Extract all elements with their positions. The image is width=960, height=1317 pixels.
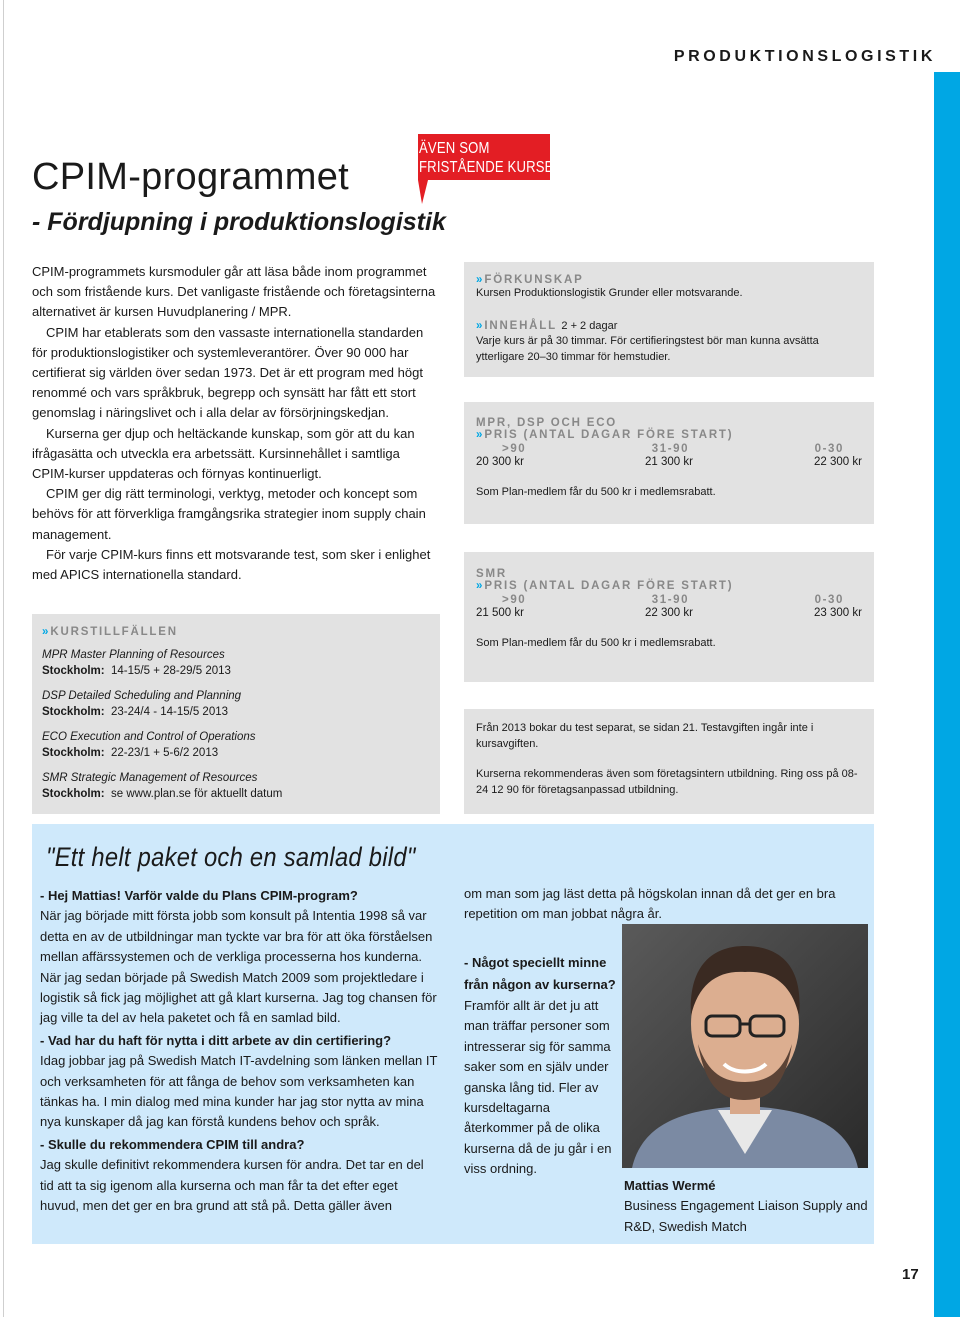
inhouse-training-text: Kurserna rekommenderas även som företagsintern utbildning. Ring oss på 08-24 12 90 för företagsanpassad utbildning.	[476, 768, 858, 796]
interview-answer: När jag började mitt första jobb som konsult på Intentia 1998 så var detta en av de utbildningar man tyckte var bra för att öka förståelsen mellan affärssystemen och de verkliga processerna hos kunderna. När jag sedan började på Swedish Match 2009 som projektledare i logistik så fick jag möjlighet att gå klart kurserna. Jag tog chansen för jag ville ta del av hela paketet och få en samlad bild.	[40, 908, 437, 1026]
course-entry	[42, 689, 430, 720]
price-value: 21 500 kr	[476, 607, 524, 619]
interview-question: - Skulle du rekommendera CPIM till andra?	[40, 1136, 305, 1152]
pricing-label: » PRIS (ANTAL DAGAR FÖRE START)	[476, 580, 734, 592]
course-city: Stockholm:	[42, 664, 105, 677]
interview-answer: Idag jobbar jag på Swedish Match IT-avdelning som länken mellan IT och verksamheten för att fånga de behov som verksamheten kan tänkas ha. I min dialog med mina kunder har jag stor nytta av mina nya kunskaper då jag kan förstå kundens behov och språk.	[40, 1053, 438, 1130]
intro-paragraph-2: CPIM har etablerats som den vassaste internationella standarden för produktionslogistiker och systemleverantörer. Över 90 000 har certifierat sig världen över sedan 1973. Det är ett program med högt renommé och vars språkbruk, begrepp och synsätt har fått ett stort genomslag i näringslivet och i alla delar av försörjningskedjan.	[32, 324, 424, 421]
interview-quote: "Ett helt paket och en samlad bild"	[46, 842, 416, 872]
pricing-column: >90	[502, 443, 527, 455]
page-edge-line	[3, 0, 4, 1317]
pricing-column: 0-30	[814, 594, 844, 606]
member-discount-note: Som Plan-medlem får du 500 kr i medlemsrabatt.	[476, 637, 716, 649]
course-name: ECO Execution and Control of Operations	[42, 731, 256, 743]
interview-column-left	[40, 884, 438, 1217]
interview-answer: Jag skulle definitivt rekommendera kursen för andra. Det tar en del tid att ta sig igenom alla kurserna och man får ta det efter eget huvud, men det ger en bra grund att stå på. Detta gäller även	[40, 1157, 424, 1214]
interview-column-right	[464, 952, 622, 1180]
pricing-group-title: SMR	[476, 568, 507, 580]
course-dates: se www.plan.se för aktuellt datum	[111, 787, 283, 800]
pricing-column: 0-30	[814, 443, 844, 455]
course-entry	[42, 771, 430, 802]
price-value: 22 300 kr	[645, 607, 693, 619]
banner-line-2: FRISTÅENDE KURSER	[419, 159, 564, 176]
pricing-columns	[476, 443, 862, 455]
intro-paragraph-1: CPIM-programmets kursmoduler går att läsa både inom programmet och som fristående kurs. Det vanligaste fristående och företagsinterna alternativet är kursen Huvudplanering / MPR.	[32, 264, 436, 320]
interview-question-line: - Något speciellt minne	[464, 955, 607, 970]
course-entry	[42, 730, 430, 761]
pricing-column: >90	[502, 594, 527, 606]
pricing-column: 31-90	[651, 594, 690, 606]
chevron-right-icon: »	[42, 626, 49, 638]
chevron-right-icon: »	[476, 274, 483, 286]
pricing-values	[476, 456, 862, 468]
price-value: 23 300 kr	[814, 607, 862, 619]
chevron-right-icon: »	[476, 580, 483, 592]
course-name: SMR Strategic Management of Resources	[42, 772, 258, 784]
course-entry	[42, 648, 430, 679]
page-title: CPIM-programmet	[32, 156, 349, 198]
intro-text	[32, 262, 436, 585]
interview-column-right-top	[464, 884, 864, 925]
page-subtitle: - Fördjupning i produktionslogistik	[32, 208, 446, 236]
portrait-caption	[624, 1176, 874, 1237]
pricing-box-mpr-dsp-eco	[464, 402, 874, 524]
price-value: 20 300 kr	[476, 456, 524, 468]
content-heading: » INNEHÅLL	[476, 319, 557, 332]
caption-role: Business Engagement Liaison Supply and R&D, Swedish Match	[624, 1198, 868, 1234]
chevron-right-icon: »	[476, 319, 483, 332]
course-city: Stockholm:	[42, 705, 105, 718]
banner-line-1: ÄVEN SOM	[419, 140, 490, 157]
interview-question: - Vad har du haft för nytta i ditt arbete av din certifiering?	[40, 1032, 392, 1048]
pricing-box-smr	[464, 552, 874, 682]
test-info-box	[464, 709, 874, 814]
interview-question: - Hej Mattias! Varför valde du Plans CPIM-program?	[40, 888, 358, 903]
interview-answer-continued: om man som jag läst detta på högskolan innan då det ger en bra repetition om man jobbat några år.	[464, 886, 836, 922]
intro-paragraph-3: Kurserna ger djup och heltäckande kunskap, som gör att du kan ifrågasätta och utveckla era arbetssätt. Kursinnehållet i samtliga CPIM-kurser uppdateras och förnyas kontinuerligt.	[32, 425, 415, 482]
portrait-illustration	[622, 924, 868, 1168]
course-dates-box	[32, 614, 440, 814]
course-dates: 14-15/5 + 28-29/5 2013	[111, 664, 231, 677]
test-info-text: Från 2013 bokar du test separat, se sidan 21. Testavgiften ingår inte i kursavgiften.	[476, 722, 814, 750]
course-city: Stockholm:	[42, 787, 105, 800]
course-dates-heading: » KURSTILLFÄLLEN	[42, 626, 178, 638]
interview-question	[464, 952, 622, 996]
portrait-photo	[622, 924, 868, 1168]
member-discount-note: Som Plan-medlem får du 500 kr i medlemsrabatt.	[476, 486, 716, 498]
pricing-group-title: MPR, DSP OCH ECO	[476, 417, 618, 429]
interview-answer: Framför allt är det ju att man träffar personer som intresserar sig för samma saker som en själv under ganska lång tid. Fler av kursdeltagarna återkommer på de olika kurserna då de ju går i en viss ordning.	[464, 998, 612, 1177]
intro-paragraph-5: För varje CPIM-kurs finns ett motsvarande test, som sker i enlighet med APICS internationella standard.	[32, 546, 431, 583]
prerequisites-heading: » FÖRKUNSKAP	[476, 274, 584, 286]
pricing-column: 31-90	[651, 443, 690, 455]
price-value: 22 300 kr	[814, 456, 862, 468]
course-dates: 23-24/4 - 14-15/5 2013	[111, 705, 229, 718]
prerequisites-text: Kursen Produktionslogistik Grunder eller motsvarande.	[476, 287, 743, 299]
course-name: MPR Master Planning of Resources	[42, 649, 225, 661]
content-heading-row	[476, 316, 862, 335]
standalone-courses-banner	[410, 134, 564, 180]
chevron-right-icon: »	[476, 429, 483, 441]
page-number: 17	[902, 1266, 919, 1283]
course-city: Stockholm:	[42, 746, 105, 759]
intro-paragraph-4: CPIM ger dig rätt terminologi, verktyg, metoder och koncept som behövs för att förverkliga framgångsrika strategier inom supply chain management.	[32, 486, 426, 542]
pricing-values	[476, 607, 862, 619]
interview-question-line: från någon av kurserna?	[464, 977, 616, 992]
prerequisites-box	[464, 262, 874, 377]
caption-name: Mattias Wermé	[624, 1178, 716, 1193]
course-dates: 22-23/1 + 5-6/2 2013	[111, 746, 219, 759]
section-title: PRODUKTIONSLOGISTIK	[673, 48, 936, 65]
price-value: 21 300 kr	[645, 456, 693, 468]
banner-text	[419, 139, 563, 177]
content-text: Varje kurs är på 30 timmar. För certifieringstest bör man kunna avsätta ytterligare 20–30 timmar för hemstudier.	[476, 335, 819, 363]
pricing-columns	[476, 594, 862, 606]
accent-strip	[934, 72, 960, 1317]
course-name: DSP Detailed Scheduling and Planning	[42, 690, 242, 702]
pricing-label: » PRIS (ANTAL DAGAR FÖRE START)	[476, 429, 734, 441]
content-duration: 2 + 2 dagar	[561, 319, 618, 332]
